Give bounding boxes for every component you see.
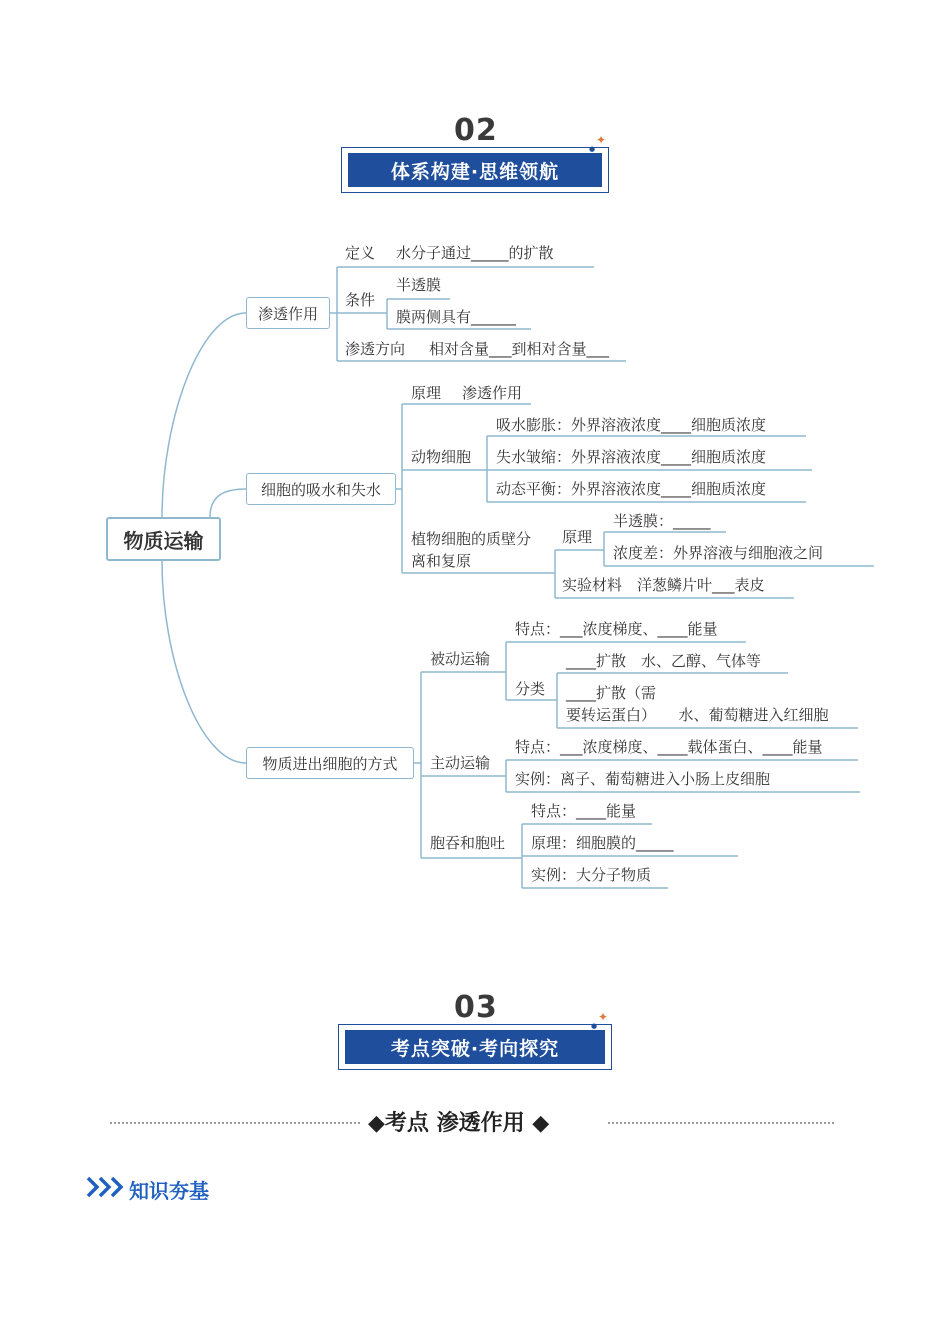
node-animal-1: 吸水膨胀：外界溶液浓度____细胞质浓度 — [496, 416, 767, 434]
connector-root-b3 — [162, 561, 246, 763]
node-endocytosis: 胞吞和胞吐 — [430, 834, 506, 852]
branch-water-absorption: 细胞的吸水和失水 — [246, 473, 396, 505]
node-plant-2: 浓度差：外界溶液与细胞液之间 — [613, 544, 824, 562]
node-active: 主动运输 — [430, 754, 491, 772]
section-title-banner: 考点突破·考向探究 — [345, 1030, 605, 1064]
node-classify-2a: ____扩散（需 — [566, 684, 657, 702]
section-number: 03 — [454, 990, 498, 1025]
node-definition-text: 水分子通过_____的扩散 — [396, 244, 554, 262]
knowledge-heading: 知识夯基 — [129, 1179, 209, 1203]
node-direction-text: 相对含量___到相对含量___ — [429, 340, 610, 358]
sparkle-icon: ● — [591, 1022, 598, 1030]
node-plant-3: 实验材料 洋葱鳞片叶___表皮 — [562, 576, 765, 594]
connector-root-b1 — [162, 313, 246, 517]
node-endo-principle: 原理：细胞膜的_____ — [531, 834, 674, 852]
node-plant-1: 半透膜：_____ — [613, 512, 711, 530]
topic-title: ◆考点 渗透作用 ◆ — [368, 1111, 550, 1136]
node-active-example: 实例：离子、葡萄糖进入小肠上皮细胞 — [515, 770, 771, 788]
node-plant-line2: 离和复原 — [411, 552, 472, 570]
node-principle-label: 原理 — [411, 384, 442, 402]
node-animal-2: 失水皱缩：外界溶液浓度____细胞质浓度 — [496, 448, 767, 466]
node-classify-1: ____扩散 水、乙醇、气体等 — [566, 652, 762, 670]
node-passive-feature: 特点：___浓度梯度、____能量 — [515, 620, 718, 638]
node-definition-label: 定义 — [345, 244, 376, 262]
node-principle-text: 渗透作用 — [462, 384, 523, 402]
node-condition-label: 条件 — [345, 291, 376, 309]
node-endo-example: 实例：大分子物质 — [531, 866, 652, 884]
sparkle-icon: ✦ — [596, 133, 607, 147]
node-plant-line1: 植物细胞的质壁分 — [411, 530, 532, 548]
node-endo-feature: 特点：____能量 — [531, 802, 637, 820]
sparkle-icon: ✦ — [598, 1010, 609, 1024]
node-condition-b: 膜两侧具有______ — [396, 308, 517, 326]
sparkle-icon: ● — [589, 145, 596, 153]
node-animal-3: 动态平衡：外界溶液浓度____细胞质浓度 — [496, 480, 767, 498]
branch-transport-modes: 物质进出细胞的方式 — [246, 747, 414, 779]
section-number: 02 — [454, 113, 498, 148]
node-passive: 被动运输 — [430, 650, 491, 668]
node-classify: 分类 — [515, 680, 546, 698]
dotted-divider — [110, 1122, 360, 1124]
node-animal-cell: 动物细胞 — [411, 448, 472, 466]
section-title-banner: 体系构建·思维领航 — [348, 153, 602, 187]
chevrons-right-icon — [86, 1176, 130, 1198]
node-plant-principle: 原理 — [562, 528, 593, 546]
branch-osmosis: 渗透作用 — [246, 297, 330, 329]
dotted-divider — [608, 1122, 834, 1124]
connector-root-b2 — [210, 489, 246, 517]
node-active-feature: 特点：___浓度梯度、____载体蛋白、____能量 — [515, 738, 823, 756]
node-condition-a: 半透膜 — [396, 276, 442, 294]
node-classify-2b: 要转运蛋白） 水、葡萄糖进入红细胞 — [566, 706, 829, 724]
mindmap-root: 物质运输 — [106, 517, 221, 561]
node-direction-label: 渗透方向 — [345, 340, 406, 358]
